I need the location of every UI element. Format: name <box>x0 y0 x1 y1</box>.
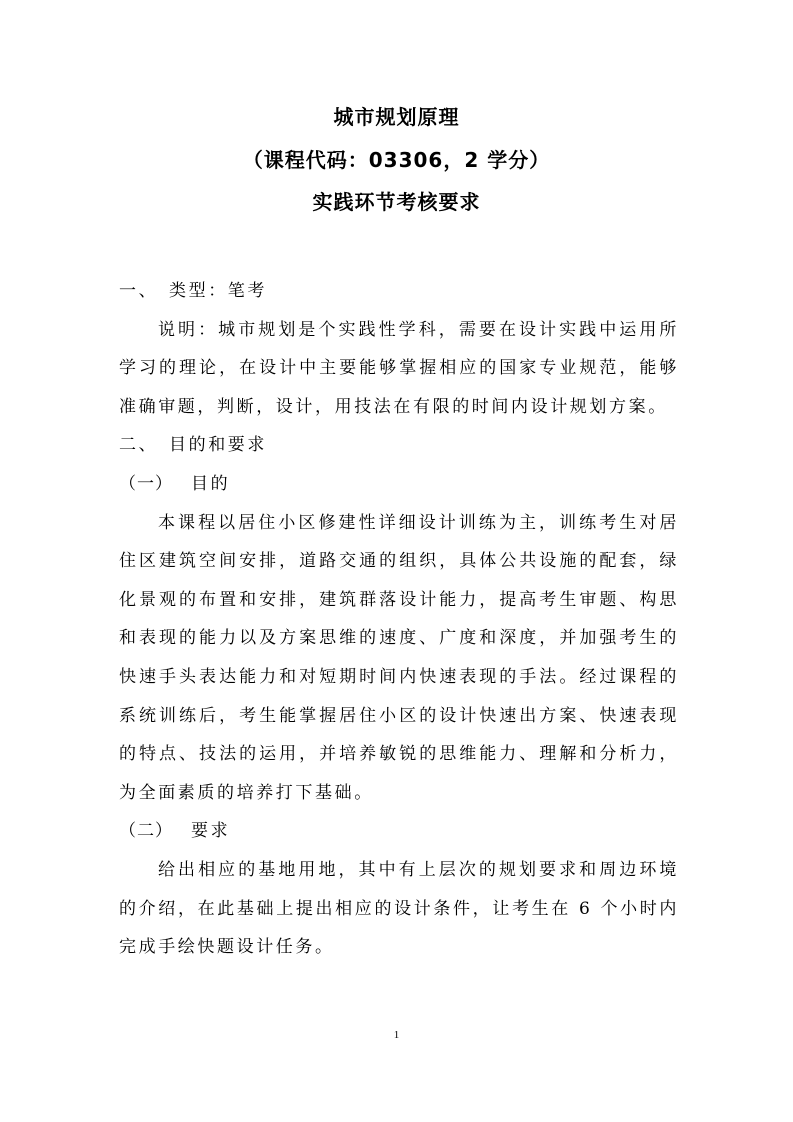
subsection-number: （二） <box>119 821 173 842</box>
subsection-title: 目的 <box>191 473 231 494</box>
section-title: 目的和要求 <box>169 435 267 456</box>
paragraph-requirements: 给出相应的基地用地，其中有上层次的规划要求和周边环境的介绍，在此基础上提出相应的设计条件，让考生在 6 个小时内完成手绘快题设计任务。 <box>119 859 679 958</box>
subsection-title: 要求 <box>191 821 231 842</box>
section-number: 一、 <box>119 281 159 301</box>
document-body <box>119 272 679 967</box>
assessment-subtitle: 实践环节考核要求 <box>312 190 481 214</box>
section-heading-type <box>119 272 679 311</box>
subsection-number: （一） <box>119 473 173 494</box>
section-title: 类型：笔考 <box>169 281 267 301</box>
paragraph-description: 说明：城市规划是个实践性学科，需要在设计实践中运用所学习的理论，在设计中主要能够掌握相应的国家专业规范，能够准确审题，判断，设计，用技法在有限的时间内设计规划方案。 <box>119 319 679 417</box>
course-code-subtitle: （课程代码：03306，2 学分） <box>242 148 551 172</box>
subsection-heading-purpose <box>119 465 679 504</box>
page-number: 1 <box>393 1029 400 1041</box>
subsection-heading-requirements <box>119 812 679 851</box>
paragraph-purpose: 本课程以居住小区修建性详细设计训练为主，训练考生对居住区建筑空间安排，道路交通的组织，具体公共设施的配套，绿化景观的布置和安排，建筑群落设计能力，提高考生审题、构思和表现的能力以及方案思维的速度、广度和深度，并加强考生的快速手头表达能力和对短期时间内快速表现的手法。经过课程的系统训练后，考生能掌握居住小区的设计快速出方案、快速表现的特点、技法的运用，并培养敏锐的思维能力、理解和分析力，为全面素质的培养打下基础。 <box>119 512 679 803</box>
document-title: 城市规划原理 <box>333 105 460 129</box>
section-number: 二、 <box>119 435 159 456</box>
section-heading-purpose-requirements <box>119 426 679 465</box>
